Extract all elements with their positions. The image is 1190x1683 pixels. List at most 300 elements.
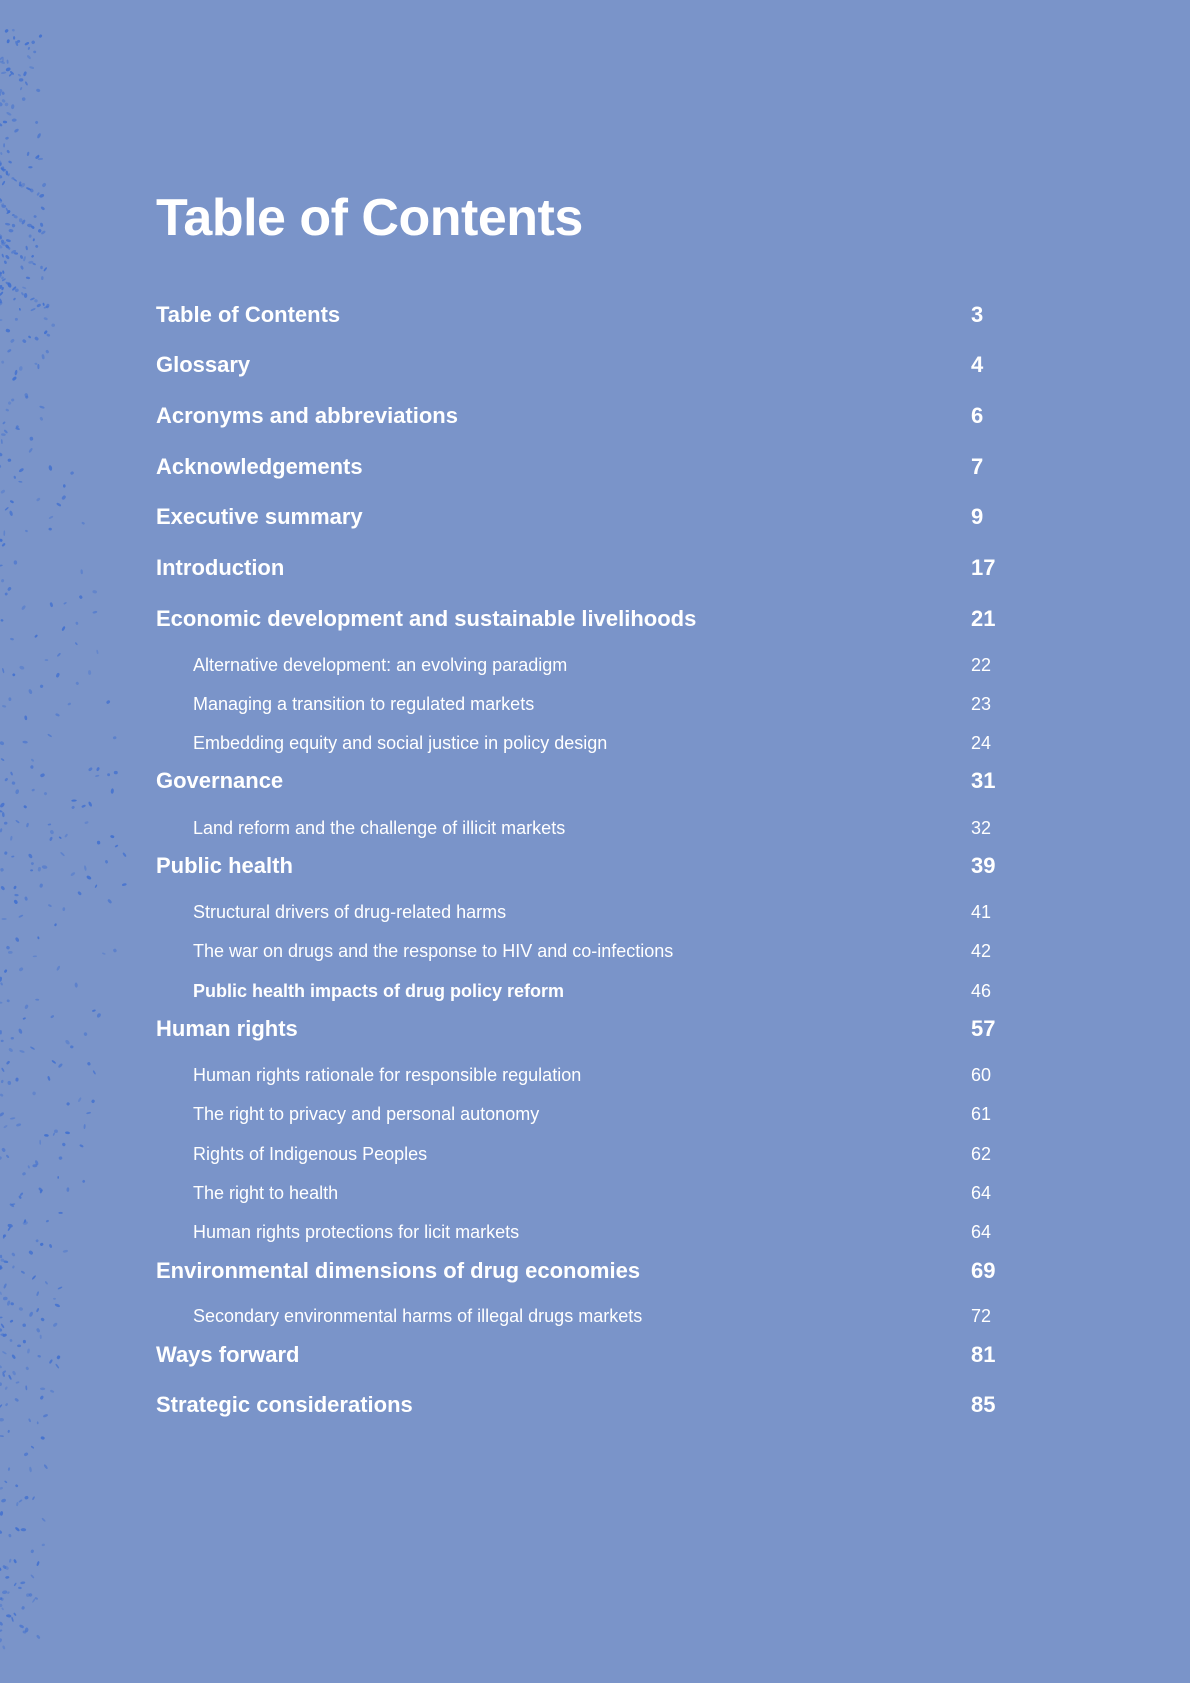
decorative-dot (0, 1511, 3, 1516)
toc-entry-page: 21 (971, 606, 996, 631)
toc-subentry-label: Rights of Indigenous Peoples (193, 1143, 428, 1164)
decorative-dot (27, 1348, 30, 1354)
decorative-dot (13, 899, 18, 904)
decorative-dot (18, 467, 24, 473)
decorative-dot (94, 884, 97, 888)
decorative-dot (8, 1467, 11, 1471)
decorative-dot (30, 1445, 34, 1449)
decorative-dot (23, 71, 27, 77)
decorative-dot (34, 299, 38, 303)
decorative-dot (63, 484, 66, 488)
decorative-dot (1, 439, 3, 444)
decorative-dot (22, 1172, 27, 1176)
decorative-dot (3, 1297, 8, 1301)
decorative-dot (1, 1498, 7, 1503)
decorative-dot (1, 1067, 5, 1072)
decorative-dot (14, 370, 18, 376)
decorative-dot (18, 1499, 22, 1503)
toc-subentry-page: 23 (971, 693, 992, 714)
decorative-dot (54, 923, 57, 927)
decorative-dot (19, 218, 23, 222)
toc-subentry-alternative-development[interactable] (156, 649, 1031, 681)
decorative-dot (57, 652, 62, 657)
decorative-dot (18, 967, 24, 972)
toc-subentry-page: 60 (971, 1064, 992, 1085)
decorative-dot (8, 1534, 12, 1538)
decorative-dot (4, 777, 8, 781)
decorative-dot (6, 239, 11, 243)
decorative-dot (58, 836, 61, 839)
decorative-dot (38, 34, 42, 38)
decorative-dot (81, 804, 86, 808)
decorative-dot (33, 215, 37, 218)
decorative-dot (37, 1421, 39, 1424)
decorative-dot (2, 1645, 6, 1650)
decorative-dot (0, 809, 3, 812)
decorative-dot (74, 982, 78, 987)
toc-entry-page: 17 (971, 555, 996, 580)
toc-entry-environmental-dimensions[interactable] (156, 1255, 1031, 1287)
toc-entry-strategic-considerations[interactable] (156, 1389, 1031, 1421)
decorative-dot (9, 1319, 13, 1323)
decorative-dot (67, 702, 71, 706)
decorative-dot (23, 1340, 26, 1344)
decorative-dot (12, 376, 18, 381)
decorative-dot (71, 799, 77, 802)
decorative-dot (0, 802, 5, 808)
decorative-dot (5, 1576, 10, 1579)
decorative-dot (4, 592, 8, 596)
decorative-dot (25, 529, 28, 532)
decorative-dot (28, 234, 31, 238)
decorative-dot (22, 1017, 26, 1020)
decorative-dot (24, 715, 27, 720)
decorative-dot (2, 918, 7, 920)
toc-entry-page: 39 (971, 853, 996, 878)
toc-subentry-land-reform[interactable] (156, 812, 1031, 844)
decorative-dot (24, 1495, 29, 1500)
decorative-dot (7, 458, 11, 462)
decorative-dot (2, 1351, 7, 1355)
decorative-dot (22, 1323, 26, 1327)
decorative-dot (55, 672, 60, 678)
decorative-dot (0, 1291, 2, 1295)
toc-subentry-label: Public health impacts of drug policy reform (193, 980, 565, 1001)
decorative-dot (2, 1590, 8, 1594)
decorative-dot (33, 51, 36, 54)
decorative-dot (0, 1621, 3, 1626)
toc-entry-page: 81 (971, 1342, 996, 1367)
decorative-dot (7, 401, 11, 405)
toc-subentry-label: Managing a transition to regulated markets (193, 693, 535, 714)
decorative-dot (70, 871, 76, 876)
toc-entry-economic-development[interactable] (156, 603, 1031, 635)
toc-entry-governance[interactable] (156, 765, 1031, 797)
decorative-dot (22, 286, 27, 289)
decorative-dot (14, 1398, 19, 1403)
decorative-dot (40, 206, 45, 211)
decorative-dot (2, 270, 5, 274)
decorative-dot (8, 229, 13, 233)
decorative-dot (36, 1328, 41, 1333)
decorative-dot (14, 128, 20, 133)
toc-entry-label: Glossary (156, 352, 251, 377)
decorative-dot (0, 619, 3, 622)
decorative-dot (53, 1298, 56, 1300)
decorative-dot (15, 1484, 19, 1488)
decorative-dot (9, 1339, 12, 1342)
decorative-dot (56, 965, 61, 971)
decorative-dot (0, 1404, 3, 1409)
decorative-dot (0, 976, 2, 981)
decorative-dot (4, 851, 8, 855)
toc-subentry-embedding-equity[interactable] (156, 727, 1031, 759)
decorative-dot (30, 869, 33, 871)
decorative-dot (28, 166, 32, 168)
decorative-dot (63, 1250, 69, 1253)
decorative-dot (30, 1549, 34, 1553)
decorative-dot (8, 160, 12, 164)
decorative-dot (35, 1239, 39, 1243)
decorative-dot (5, 254, 10, 259)
decorative-dot (0, 1418, 4, 1422)
decorative-dot (13, 1612, 17, 1616)
decorative-dot (39, 883, 43, 888)
decorative-dot (44, 1281, 48, 1285)
decorative-dot (49, 1359, 53, 1364)
decorative-dot (4, 28, 9, 33)
decorative-dot (51, 1060, 56, 1065)
decorative-dot (44, 1134, 49, 1137)
decorative-dot (0, 1112, 5, 1118)
decorative-dot (31, 788, 35, 791)
decorative-dot (70, 1045, 74, 1048)
decorative-dot (92, 1070, 96, 1075)
toc-entry-label: Economic development and sustainable livelihoods (156, 606, 697, 631)
decorative-dot (25, 81, 29, 86)
decorative-dot (11, 1037, 14, 1040)
decorative-dot (40, 773, 46, 778)
decorative-dot (5, 136, 9, 140)
decorative-dot (36, 1634, 41, 1639)
decorative-dot (3, 429, 8, 434)
decorative-dot (4, 1480, 8, 1483)
decorative-dot (64, 833, 68, 838)
decorative-dot (30, 765, 34, 769)
decorative-dot (58, 1063, 63, 1069)
decorative-dot (40, 684, 44, 688)
toc-subentry-managing-transition[interactable] (156, 688, 1031, 720)
decorative-dot (11, 1354, 16, 1360)
decorative-dot (26, 55, 31, 60)
decorative-dot (0, 538, 3, 542)
decorative-dot (1, 1607, 4, 1610)
decorative-dot (19, 1624, 25, 1629)
decorative-dot (13, 1559, 17, 1564)
decorative-dot (48, 823, 52, 825)
toc-entry-label: Table of Contents (156, 302, 341, 327)
decorative-dot (113, 736, 117, 740)
decorative-dot (20, 87, 23, 91)
decorative-dot (45, 349, 49, 354)
decorative-dot (49, 1244, 53, 1249)
decorative-dot (7, 586, 12, 591)
decorative-dot (10, 638, 14, 641)
decorative-dot (58, 1156, 63, 1160)
decorative-dot (43, 267, 47, 272)
decorative-dot (12, 118, 17, 122)
toc-subentry-right-to-health[interactable] (156, 1177, 1031, 1209)
decorative-dot (6, 111, 12, 116)
decorative-dot (0, 1603, 3, 1607)
decorative-dot (56, 502, 62, 507)
toc-subentry-licit-markets[interactable] (156, 1216, 1031, 1248)
decorative-dot (10, 771, 13, 775)
decorative-dot (28, 1250, 34, 1256)
decorative-dot (65, 1131, 70, 1134)
decorative-dot (64, 1039, 70, 1045)
decorative-dot (37, 1355, 41, 1359)
decorative-dot (24, 293, 27, 298)
decorative-dot (36, 1308, 40, 1313)
decorative-dot (41, 276, 44, 280)
decorative-dot (95, 774, 100, 777)
decorative-dot (4, 507, 9, 511)
decorative-dot (40, 1317, 45, 1322)
toc-subentry-right-to-privacy[interactable] (156, 1098, 1031, 1130)
toc-entry-acknowledgements[interactable] (156, 451, 1031, 483)
toc-entry-acronyms[interactable] (156, 400, 1031, 432)
decorative-dot (0, 1328, 3, 1332)
toc-subentry-page: 42 (971, 940, 992, 961)
decorative-dot (13, 297, 17, 301)
decorative-dot (78, 1097, 82, 1102)
decorative-dot (55, 1363, 60, 1368)
decorative-dot (39, 1140, 41, 1145)
decorative-dot (2, 421, 6, 425)
decorative-dot (48, 904, 52, 908)
decorative-dot (25, 246, 28, 251)
decorative-dot (92, 1009, 96, 1012)
toc-subentry-label: Human rights protections for licit markets (193, 1221, 520, 1242)
decorative-dot (0, 564, 3, 566)
decorative-dot (54, 1303, 60, 1308)
decorative-dot (20, 265, 24, 270)
toc-entry-page: 7 (971, 454, 984, 479)
decorative-dot (0, 1317, 3, 1319)
decorative-dot (75, 681, 79, 685)
decorative-dot (34, 363, 37, 365)
decorative-dot (15, 1078, 18, 1082)
toc-entry-glossary[interactable] (156, 349, 1031, 381)
toc-subentry-secondary-environmental-harms[interactable] (156, 1300, 1031, 1332)
decorative-dot (48, 465, 52, 471)
decorative-dot (58, 1212, 62, 1214)
toc-entry-label: Ways forward (156, 1342, 300, 1367)
decorative-dot (71, 805, 75, 809)
decorative-dot (28, 335, 32, 339)
decorative-dot (26, 823, 29, 828)
decorative-dot (21, 1606, 25, 1610)
decorative-dot (14, 894, 19, 897)
decorative-dot (97, 840, 101, 844)
decorative-dot (61, 1142, 66, 1147)
toc-entry-table-of-contents[interactable] (156, 299, 1031, 331)
toc-entry-executive-summary[interactable] (156, 501, 1031, 533)
decorative-dot (36, 133, 41, 139)
toc-subentry-indigenous-peoples[interactable] (156, 1138, 1031, 1170)
decorative-dot (0, 1487, 3, 1490)
decorative-dot (66, 1187, 69, 1192)
decorative-dot (1, 180, 5, 185)
toc-entry-label: Human rights (156, 1016, 298, 1041)
decorative-dot (87, 1062, 91, 1066)
decorative-dot (36, 497, 41, 502)
decorative-dot (6, 59, 8, 63)
decorative-dot (27, 1165, 30, 1169)
decorative-dot (36, 88, 41, 92)
decorative-dot (80, 569, 83, 574)
decorative-dot (13, 885, 17, 889)
decorative-dot (28, 447, 33, 453)
toc-entry-public-health[interactable] (156, 850, 1031, 882)
decorative-dot (38, 229, 42, 234)
decorative-dot (11, 104, 15, 109)
toc-subentry-public-health-impacts[interactable] (156, 975, 1031, 1007)
toc-entry-page: 85 (971, 1392, 996, 1417)
decorative-dot (22, 741, 28, 744)
decorative-dot (49, 602, 53, 607)
toc-subentry-page: 64 (971, 1221, 992, 1242)
decorative-dot (40, 266, 43, 270)
decorative-dot (14, 1526, 20, 1532)
decorative-dot (1, 1147, 6, 1152)
decorative-dot (25, 1366, 29, 1370)
decorative-dot (28, 1418, 31, 1422)
decorative-dot (34, 634, 38, 638)
decorative-dot (21, 292, 25, 296)
toc-entry-label: Acknowledgements (156, 454, 363, 479)
decorative-dot (10, 1302, 14, 1305)
decorative-dot (92, 610, 97, 613)
decorative-dot (4, 969, 8, 973)
decorative-dot (0, 1323, 4, 1328)
decorative-dot (63, 602, 67, 605)
decorative-dot (28, 853, 34, 859)
decorative-dot (6, 945, 11, 950)
toc-subentry-human-rights-rationale[interactable] (156, 1059, 1031, 1091)
toc-entry-introduction[interactable] (156, 552, 1031, 584)
decorative-dot (48, 515, 53, 519)
toc-subentry-label: Structural drivers of drug-related harms (193, 901, 507, 922)
decorative-dot (21, 1528, 27, 1531)
decorative-dot (0, 1001, 3, 1004)
decorative-dot (82, 1180, 86, 1184)
decorative-dot (33, 955, 37, 957)
toc-entry-page: 69 (971, 1258, 996, 1283)
decorative-dot (3, 143, 5, 147)
decorative-dot (37, 867, 41, 872)
decorative-dot (0, 1093, 4, 1097)
decorative-dot (30, 297, 35, 301)
page-title: Table of Contents (156, 189, 583, 247)
decorative-dot (0, 199, 3, 203)
decorative-dot (2, 668, 5, 674)
decorative-dot (24, 1004, 29, 1009)
decorative-dot (9, 510, 14, 516)
toc-subentry-label: Secondary environmental harms of illegal drugs markets (193, 1305, 643, 1326)
decorative-dot (0, 1638, 3, 1643)
decorative-dot (40, 1335, 42, 1339)
decorative-dot (46, 333, 50, 337)
toc-subentry-label: Human rights rationale for responsible regulation (193, 1064, 582, 1085)
decorative-dot (1, 1080, 4, 1084)
decorative-dot (9, 1558, 12, 1562)
decorative-dot (17, 73, 21, 77)
decorative-dot (28, 689, 33, 695)
decorative-dot (49, 829, 54, 834)
decorative-dot (0, 868, 4, 872)
decorative-dot (11, 781, 15, 785)
decorative-dot (61, 626, 66, 632)
toc-entry-label: Environmental dimensions of drug economies (156, 1258, 641, 1283)
decorative-dot (6, 1614, 12, 1618)
decorative-dot (57, 1286, 62, 1290)
decorative-dot (46, 1220, 50, 1223)
decorative-dot (24, 896, 28, 901)
toc-subentry-label: Embedding equity and social justice in policy design (193, 732, 608, 753)
decorative-dot (75, 642, 79, 646)
decorative-dot (21, 605, 27, 611)
toc-subentry-structural-drivers[interactable] (156, 896, 1031, 928)
toc-entry-ways-forward[interactable] (156, 1339, 1031, 1371)
decorative-dot (51, 323, 55, 327)
decorative-dot (40, 1242, 44, 1246)
decorative-dot (0, 102, 3, 107)
decorative-dot (11, 855, 14, 857)
toc-entry-page: 4 (971, 352, 984, 377)
decorative-dot (13, 475, 16, 479)
decorative-dot (32, 1091, 36, 1095)
decorative-dot (19, 665, 25, 670)
decorative-dot (0, 1030, 2, 1035)
decorative-dot (32, 1598, 36, 1603)
decorative-dot (15, 318, 18, 321)
decorative-dot (77, 891, 82, 896)
decorative-dot (40, 1387, 45, 1390)
decorative-dot (13, 36, 15, 40)
decorative-dot (0, 464, 2, 468)
decorative-dot (2, 1370, 7, 1374)
decorative-dot (3, 1283, 7, 1289)
decorative-dot (39, 416, 43, 421)
decorative-dot (10, 500, 15, 504)
decorative-dot (88, 801, 93, 807)
decorative-dot (92, 590, 97, 594)
decorative-dot (31, 40, 36, 45)
decorative-dot (24, 41, 29, 46)
decorative-dot (20, 255, 24, 260)
toc-entry-human-rights[interactable] (156, 1013, 1031, 1045)
decorative-dot (41, 182, 46, 188)
decorative-dot (114, 844, 118, 848)
toc-subentry-war-on-drugs-hiv[interactable] (156, 935, 1031, 967)
decorative-dot (102, 952, 106, 955)
decorative-dot (18, 481, 22, 483)
decorative-dot (10, 338, 15, 343)
decorative-dot (54, 1129, 58, 1133)
decorative-dot (31, 1275, 36, 1280)
